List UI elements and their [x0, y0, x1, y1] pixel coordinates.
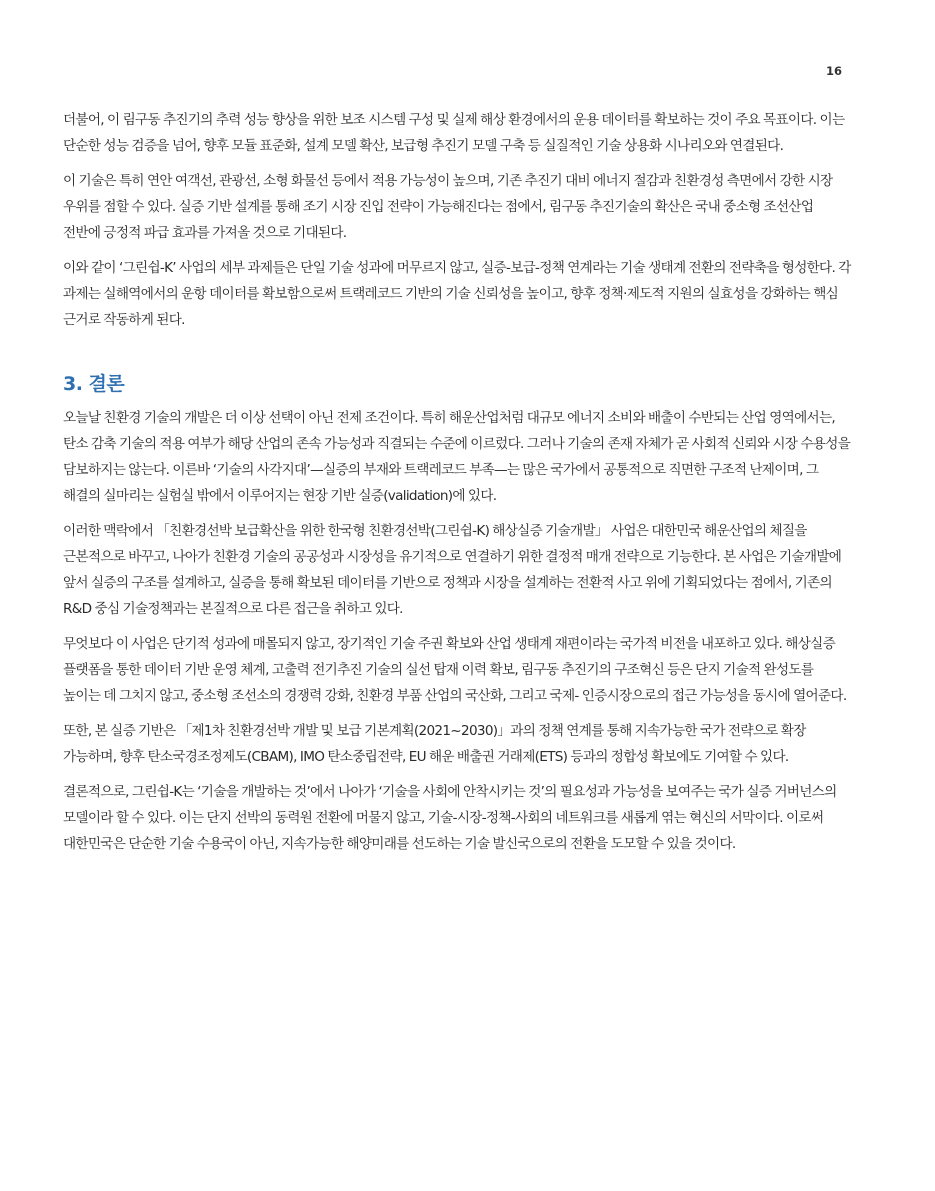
conclusion-paragraph-5: 결론적으로, 그린쉽-K는 ‘기술을 개발하는 것’에서 나아가 ‘기술을 사회에 안착시키는 것’의 필요성과 가능성을 보여주는 국가 실증 거버넌스의 모델이라 할 수 있다. 이는 단지 선박의 동력원 전환에 머물지 않고, 기술-시장-정책-사회의 네트워크를 새롭게 엮는 혁신의 서막이다. 이로써 대한민국은 단순한 기술 수용국이 아닌, 지속가능한 해양미래를 선도하는 기술 발신국으로의 전환을 도모할 수 있을 것이다.: [63, 784, 837, 852]
intro-paragraph-3: 이와 같이 ‘그린쉽-K’ 사업의 세부 과제들은 단일 기술 성과에 머무르지 않고, 실증-보급-정책 연계라는 기술 생태계 전환의 전략축을 형성한다. 각 과제는 실해역에서의 운항 데이터를 확보함으로써 트랙레코드 기반의 기술 신뢰성을 높이고, 향후 정책·제도적 지원의 실효성을 강화하는 핵심 근거로 작동하게 된다.: [63, 260, 851, 328]
conclusion-paragraph-2: 이러한 맥락에서 「친환경선박 보급확산을 위한 한국형 친환경선박(그린쉽-K) 해상실증 기술개발」 사업은 대한민국 해운산업의 체질을 근본적으로 바꾸고, 나아가 친환경 기술의 공공성과 시장성을 유기적으로 연결하기 위한 결정적 매개 전략으로 기능한다. 본 사업은 기술개발에 앞서 실증의 구조를 설계하고, 실증을 통해 확보된 데이터를 기반으로 정책과 시장을 설계하는 전환적 사고 위에 기획되었다는 점에서, 기존의 R&D 중심 기술정책과는 본질적으로 다른 접근을 취하고 있다.: [63, 523, 842, 617]
document-body: [63, 107, 851, 857]
page-number: 16: [826, 64, 843, 78]
conclusion-paragraph-4: 또한, 본 실증 기반은 「제1차 친환경선박 개발 및 보급 기본계획(2021~2030)」과의 정책 연계를 통해 지속가능한 국가 전략으로 확장 가능하며, 향후 탄소국경조정제도(CBAM), IMO 탄소중립전략, EU 해운 배출권 거래제(ETS) 등과의 정합성 확보에도 기여할 수 있다.: [63, 723, 806, 765]
intro-paragraph-1: 더불어, 이 림구동 추진기의 추력 성능 향상을 위한 보조 시스템 구성 및 실제 해상 환경에서의 운용 데이터를 확보하는 것이 주요 목표이다. 이는 단순한 성능 검증을 넘어, 향후 모듈 표준화, 설계 모델 확산, 보급형 추진기 모델 구축 등 실질적인 기술 상용화 시나리오와 연결된다.: [63, 112, 845, 154]
conclusion-paragraph-3: 무엇보다 이 사업은 단기적 성과에 매몰되지 않고, 장기적인 기술 주권 확보와 산업 생태계 재편이라는 국가적 비전을 내포하고 있다. 해상실증 플랫폼을 통한 데이터 기반 운영 체계, 고출력 전기추진 기술의 실선 탑재 이력 확보, 림구동 추진기의 구조혁신 등은 단지 기술적 완성도를 높이는 데 그치지 않고, 중소형 조선소의 경쟁력 강화, 친환경 부품 산업의 국산화, 그리고 국제- 인증시장으로의 접근 가능성을 동시에 열어준다.: [63, 636, 847, 704]
conclusion-paragraph-1: 오늘날 친환경 기술의 개발은 더 이상 선택이 아닌 전제 조건이다. 특히 해운산업처럼 대규모 에너지 소비와 배출이 수반되는 산업 영역에서는, 탄소 감축 기술의 적용 여부가 해당 산업의 존속 가능성과 직결되는 수준에 이르렀다. 그러나 기술의 존재 자체가 곧 사회적 신뢰와 시장 수용성을 담보하지는 않는다. 이른바 ‘기술의 사각지대’—실증의 부재와 트랙레코드 부족—는 많은 국가에서 공통적으로 직면한 구조적 난제이며, 그 해결의 실마리는 실험실 밖에서 이루어지는 현장 기반 실증(validation)에 있다.: [63, 410, 851, 504]
intro-paragraph-2: 이 기술은 특히 연안 여객선, 관광선, 소형 화물선 등에서 적용 가능성이 높으며, 기존 추진기 대비 에너지 절감과 친환경성 측면에서 강한 시장 우위를 점할 수 있다. 실증 기반 설계를 통해 조기 시장 진입 전략이 가능해진다는 점에서, 림구동 추진기술의 확산은 국내 중소형 조선산업 전반에 긍정적 파급 효과를 가져올 것으로 기대된다.: [63, 173, 833, 241]
section-heading-conclusion: 3. 결론: [63, 373, 125, 395]
